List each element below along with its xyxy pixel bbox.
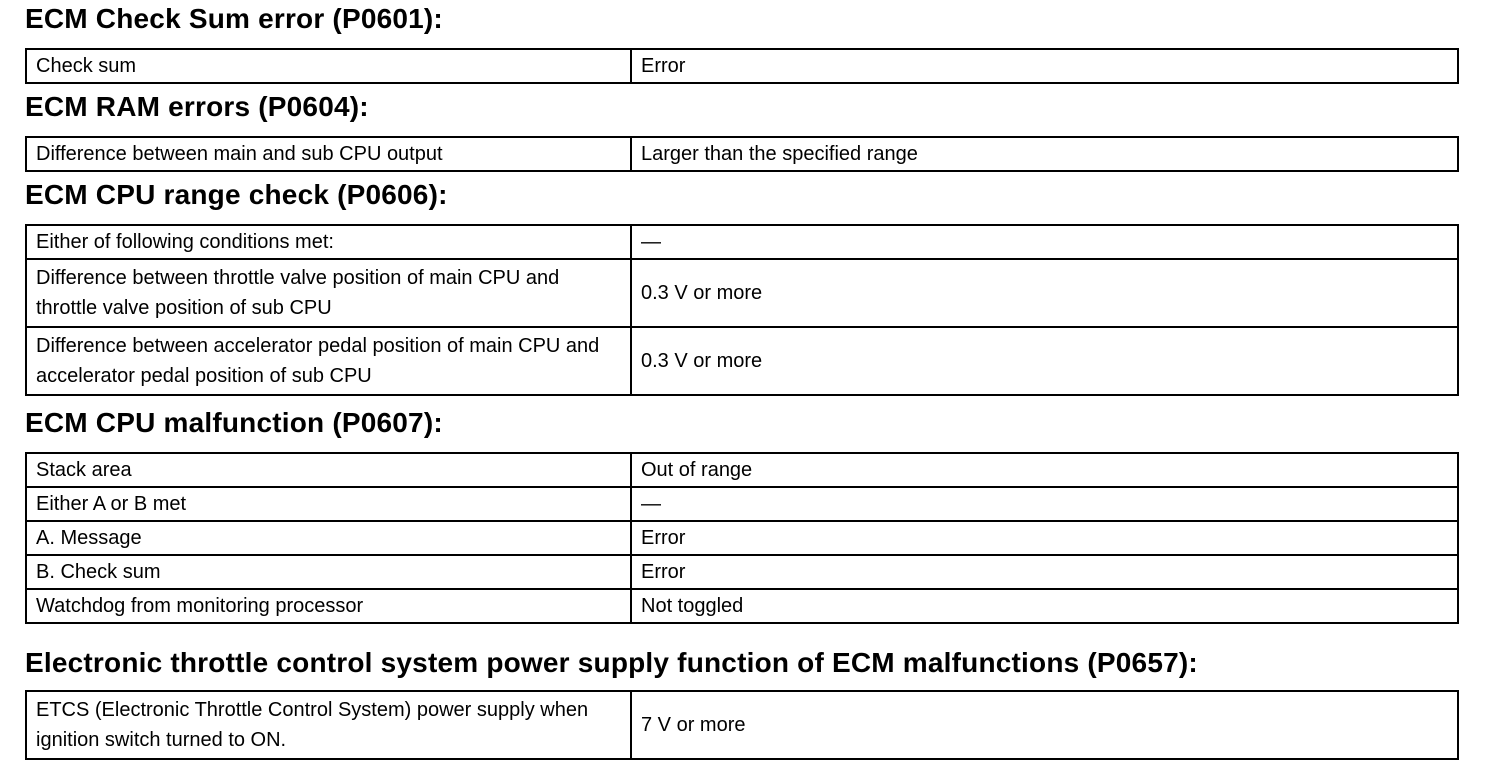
table-row bbox=[26, 137, 1458, 171]
section-title: Electronic throttle control system power supply function of ECM malfunctions (P0657): bbox=[25, 647, 1198, 678]
spec-table bbox=[25, 690, 1459, 760]
table-row bbox=[26, 453, 1458, 487]
condition-cell: B. Check sum bbox=[26, 555, 631, 589]
section-p0604 bbox=[25, 88, 1457, 172]
condition-cell: Difference between accelerator pedal position of main CPU and accelerator pedal position of sub CPU bbox=[26, 327, 631, 395]
table-row bbox=[26, 327, 1458, 395]
value-cell: Error bbox=[631, 555, 1458, 589]
value-cell: Error bbox=[631, 521, 1458, 555]
condition-cell: Check sum bbox=[26, 49, 631, 83]
value-cell: Larger than the specified range bbox=[631, 137, 1458, 171]
condition-cell: Either of following conditions met: bbox=[26, 225, 631, 259]
table-row bbox=[26, 521, 1458, 555]
condition-cell: Stack area bbox=[26, 453, 631, 487]
value-cell: Out of range bbox=[631, 453, 1458, 487]
spec-table bbox=[25, 224, 1459, 396]
section-p0607 bbox=[25, 404, 1457, 624]
spec-table bbox=[25, 452, 1459, 624]
value-cell: — bbox=[631, 225, 1458, 259]
table-row bbox=[26, 555, 1458, 589]
section-p0601 bbox=[25, 0, 1457, 84]
table-row bbox=[26, 589, 1458, 623]
value-cell: Not toggled bbox=[631, 589, 1458, 623]
value-cell: 0.3 V or more bbox=[631, 259, 1458, 327]
table-row bbox=[26, 487, 1458, 521]
value-cell: — bbox=[631, 487, 1458, 521]
spec-table bbox=[25, 48, 1459, 84]
table-row bbox=[26, 49, 1458, 83]
section-title: ECM CPU range check (P0606): bbox=[25, 179, 448, 210]
value-cell: 7 V or more bbox=[631, 691, 1458, 759]
value-cell: Error bbox=[631, 49, 1458, 83]
table-row bbox=[26, 691, 1458, 759]
spec-table bbox=[25, 136, 1459, 172]
section-title: ECM RAM errors (P0604): bbox=[25, 91, 369, 122]
condition-cell: Difference between main and sub CPU output bbox=[26, 137, 631, 171]
section-p0606 bbox=[25, 176, 1457, 396]
table-row bbox=[26, 259, 1458, 327]
condition-cell: ETCS (Electronic Throttle Control System) power supply when ignition switch turned to ON. bbox=[26, 691, 631, 759]
value-cell: 0.3 V or more bbox=[631, 327, 1458, 395]
section-title: ECM Check Sum error (P0601): bbox=[25, 3, 443, 34]
condition-cell: Either A or B met bbox=[26, 487, 631, 521]
table-row bbox=[26, 225, 1458, 259]
section-title: ECM CPU malfunction (P0607): bbox=[25, 407, 443, 438]
condition-cell: Difference between throttle valve position of main CPU and throttle valve position of sub CPU bbox=[26, 259, 631, 327]
condition-cell: A. Message bbox=[26, 521, 631, 555]
condition-cell: Watchdog from monitoring processor bbox=[26, 589, 631, 623]
section-p0657 bbox=[25, 644, 1457, 760]
